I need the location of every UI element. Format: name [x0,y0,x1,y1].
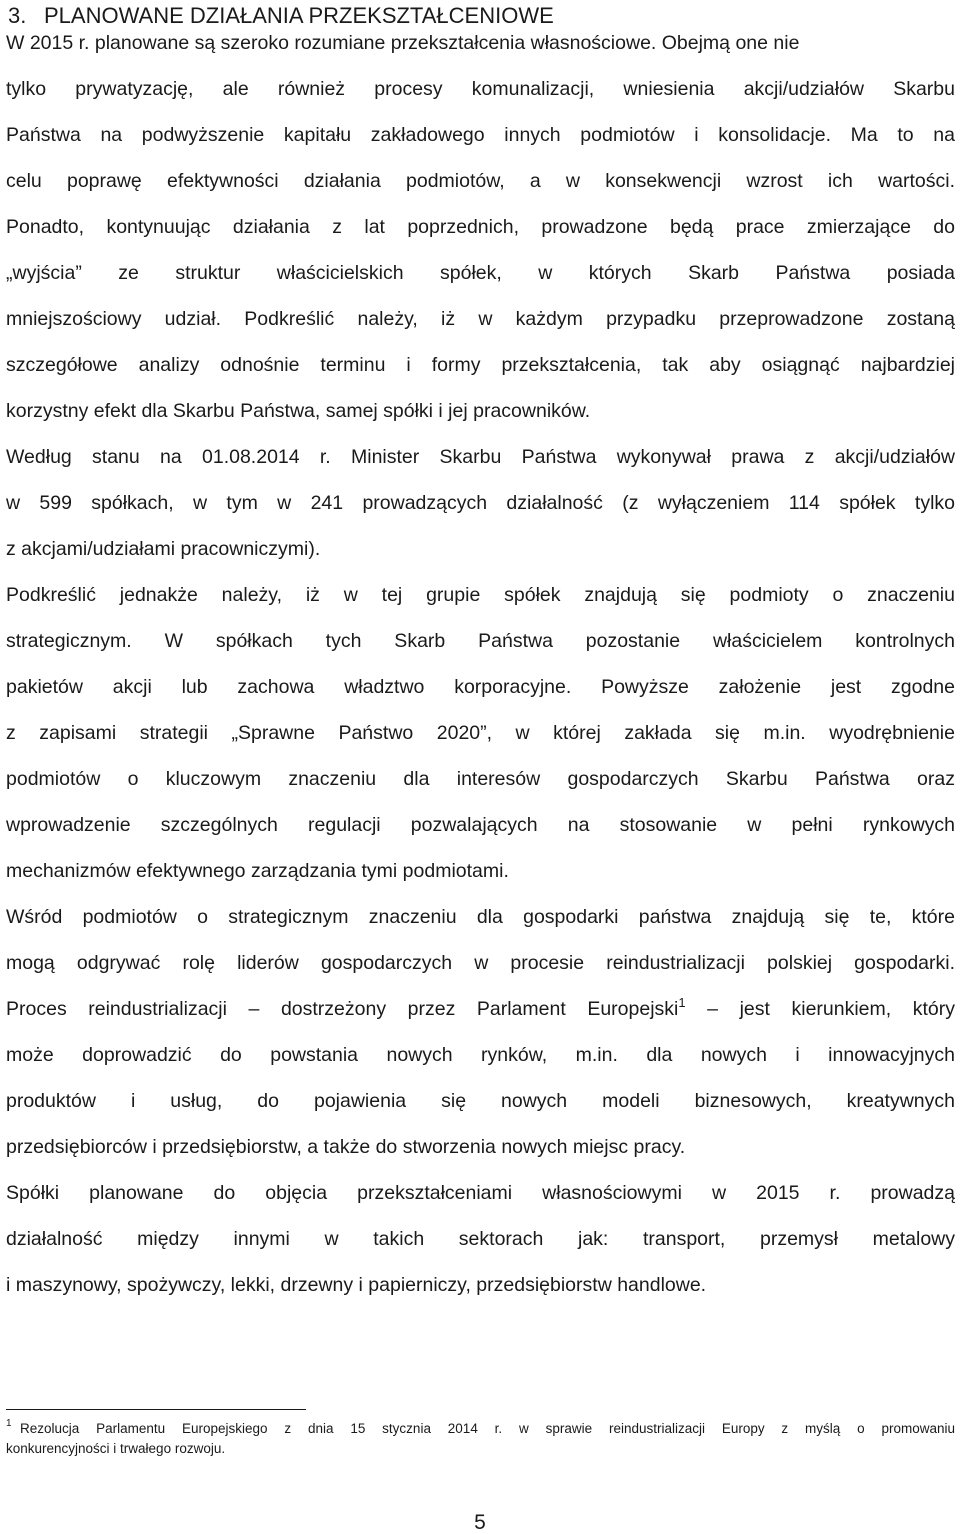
text-line: z akcjami/udziałami pracowniczymi). [6,538,321,560]
section-heading [8,4,554,28]
text-line: szczegółowe analizy odnośnie terminu i formy przekształcenia, tak aby osiągnąć najbardziej [6,354,955,376]
text-line-with-footnote [6,996,955,1022]
text-line: mniejszościowy udział. Podkreślić należy, iż w każdym przypadku przeprowadzone zostaną [6,308,955,330]
text-line: strategicznym. W spółkach tych Skarb Państwa pozostanie właścicielem kontrolnych [6,630,955,652]
text-line: Według stanu na 01.08.2014 r. Minister Skarbu Państwa wykonywał prawa z akcji/udziałów [6,446,955,468]
text-line: celu poprawę efektywności działania podmiotów, a w konsekwencji wzrost ich wartości. [6,170,955,192]
footnote-text: konkurencyjności i trwałego rozwoju. [6,1441,226,1456]
text-line: przedsiębiorców i przedsiębiorstw, a także do stworzenia nowych miejsc pracy. [6,1136,686,1158]
text-line: z zapisami strategii „Sprawne Państwo 2020”, w której zakłada się m.in. wyodrębnienie [6,722,955,744]
text-line: Spółki planowane do objęcia przekształceniami własnościowymi w 2015 r. prowadzą [6,1182,955,1204]
text-line: działalność między innymi w takich sektorach jak: transport, przemysł metalowy [6,1228,955,1250]
text-line-part: – jest kierunkiem, który [707,998,955,1020]
text-line: W 2015 r. planowane są szeroko rozumiane przekształcenia własnościowe. Obejmą one nie [6,32,800,54]
text-line: produktów i usług, do pojawienia się nowych modeli biznesowych, kreatywnych [6,1090,955,1112]
section-title: PLANOWANE DZIAŁANIA PRZEKSZTAŁCENIOWE [44,3,554,28]
text-line: Ponadto, kontynuując działania z lat poprzednich, prowadzone będą prace zmierzające do [6,216,955,238]
text-line: mechanizmów efektywnego zarządzania tymi podmiotami. [6,860,509,882]
footnote-text: Rezolucja Parlamentu Europejskiego z dnia 15 stycznia 2014 r. w sprawie reindustrializacji Europy z myślą o promowaniu [20,1421,955,1436]
text-line: tylko prywatyzację, ale również procesy komunalizacji, wniesienia akcji/udziałów Skarbu [6,78,955,100]
text-line: „wyjścia” ze struktur właścicielskich spółek, w których Skarb Państwa posiada [6,262,955,284]
text-line: i maszynowy, spożywczy, lekki, drzewny i papierniczy, przedsiębiorstw handlowe. [6,1274,707,1296]
text-line: Podkreślić jednakże należy, iż w tej grupie spółek znajdują się podmioty o znaczeniu [6,584,955,606]
text-line: wprowadzenie szczególnych regulacji pozwalających na stosowanie w pełni rynkowych [6,814,955,836]
footnote-reference[interactable]: 1 [678,996,686,1010]
text-line: Wśród podmiotów o strategicznym znaczeniu dla gospodarki państwa znajdują się te, które [6,906,955,928]
page-number: 5 [474,1511,486,1534]
footnote-separator [6,1409,306,1410]
text-line: może doprowadzić do powstania nowych rynków, m.in. dla nowych i innowacyjnych [6,1044,955,1066]
text-line-part: Proces reindustrializacji – dostrzeżony przez Parlament Europejski [6,998,679,1020]
text-line: w 599 spółkach, w tym w 241 prowadzących działalność (z wyłączeniem 114 spółek tylko [6,492,955,514]
text-line: pakietów akcji lub zachowa władztwo korporacyjne. Powyższe założenie jest zgodne [6,676,955,698]
section-number: 3. [8,3,27,28]
text-line: mogą odgrywać rolę liderów gospodarczych w procesie reindustrializacji polskiej gospodarki. [6,952,955,974]
footnote-mark: 1 [6,1418,12,1429]
text-line: podmiotów o kluczowym znaczeniu dla interesów gospodarczych Skarbu Państwa oraz [6,768,955,790]
text-line: korzystny efekt dla Skarbu Państwa, samej spółki i jej pracowników. [6,400,591,422]
text-line: Państwa na podwyższenie kapitału zakładowego innych podmiotów i konsolidacje. Ma to na [6,124,955,146]
